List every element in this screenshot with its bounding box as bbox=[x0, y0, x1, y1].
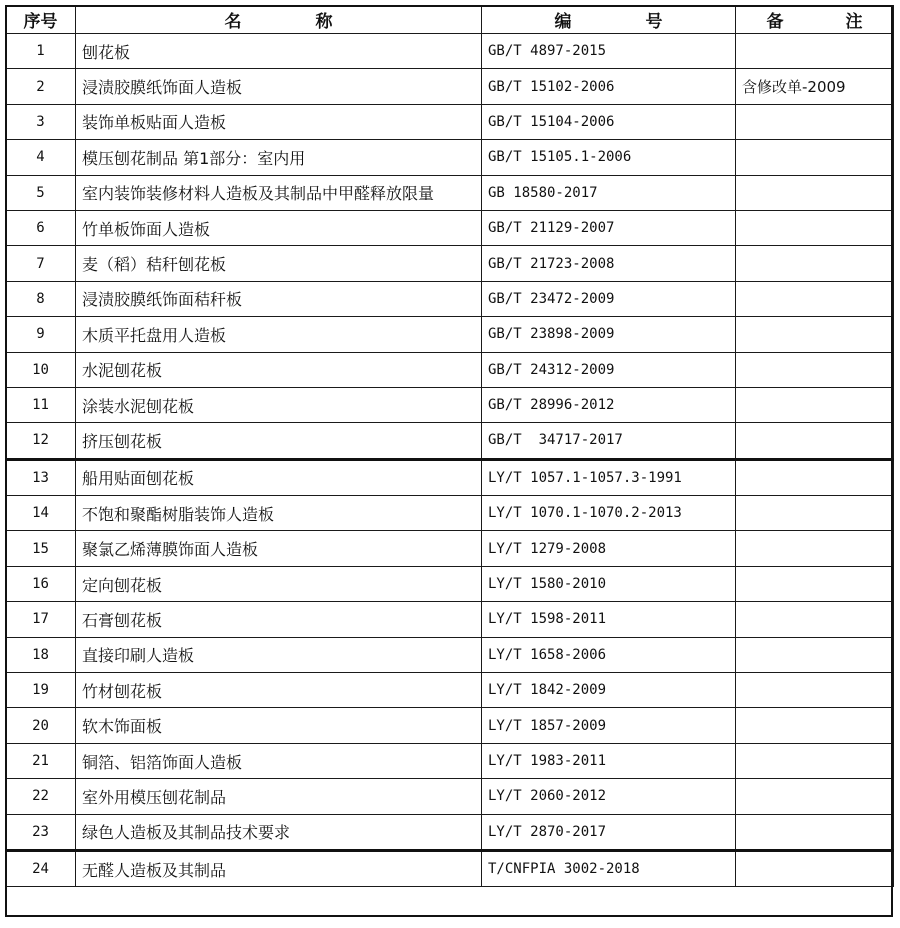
row-name: 木质平托盘用人造板 bbox=[76, 317, 482, 352]
row-name: 挤压刨花板 bbox=[76, 423, 482, 459]
row-code: T/CNFPIA 3002-2018 bbox=[482, 850, 736, 886]
row-note bbox=[736, 34, 894, 69]
table-row bbox=[6, 814, 894, 850]
row-name: 船用贴面刨花板 bbox=[76, 459, 482, 495]
row-code: GB/T 15102-2006 bbox=[482, 69, 736, 104]
row-index: 21 bbox=[6, 743, 76, 778]
row-note bbox=[736, 246, 894, 281]
row-name: 直接印刷人造板 bbox=[76, 637, 482, 672]
table-row bbox=[6, 531, 894, 566]
standards-table-container bbox=[5, 5, 893, 887]
row-index: 18 bbox=[6, 637, 76, 672]
row-code: LY/T 1580-2010 bbox=[482, 566, 736, 601]
row-index: 24 bbox=[6, 850, 76, 886]
row-name: 不饱和聚酯树脂装饰人造板 bbox=[76, 496, 482, 531]
row-note bbox=[736, 814, 894, 850]
row-note bbox=[736, 317, 894, 352]
table-row bbox=[6, 708, 894, 743]
row-code: GB/T 4897-2015 bbox=[482, 34, 736, 69]
row-name: 定向刨花板 bbox=[76, 566, 482, 601]
row-note bbox=[736, 210, 894, 245]
row-name: 竹单板饰面人造板 bbox=[76, 210, 482, 245]
table-row bbox=[6, 140, 894, 175]
row-name: 水泥刨花板 bbox=[76, 352, 482, 387]
row-index: 6 bbox=[6, 210, 76, 245]
row-note bbox=[736, 850, 894, 886]
row-note bbox=[736, 743, 894, 778]
table-row bbox=[6, 317, 894, 352]
table-row bbox=[6, 779, 894, 814]
row-code: GB/T 15104-2006 bbox=[482, 104, 736, 139]
standards-table bbox=[5, 5, 894, 887]
table-row bbox=[6, 743, 894, 778]
row-name: 室内装饰装修材料人造板及其制品中甲醛释放限量 bbox=[76, 175, 482, 210]
row-code: GB 18580-2017 bbox=[482, 175, 736, 210]
table-row bbox=[6, 175, 894, 210]
row-index: 22 bbox=[6, 779, 76, 814]
row-name: 竹材刨花板 bbox=[76, 673, 482, 708]
row-name: 装饰单板贴面人造板 bbox=[76, 104, 482, 139]
row-index: 23 bbox=[6, 814, 76, 850]
row-index: 1 bbox=[6, 34, 76, 69]
row-note bbox=[736, 140, 894, 175]
table-row bbox=[6, 673, 894, 708]
row-index: 19 bbox=[6, 673, 76, 708]
table-row bbox=[6, 496, 894, 531]
row-note bbox=[736, 352, 894, 387]
row-index: 16 bbox=[6, 566, 76, 601]
row-code: GB/T 34717-2017 bbox=[482, 423, 736, 459]
row-index: 17 bbox=[6, 602, 76, 637]
header-index: 序号 bbox=[6, 6, 76, 34]
table-row bbox=[6, 459, 894, 495]
row-index: 20 bbox=[6, 708, 76, 743]
row-index: 5 bbox=[6, 175, 76, 210]
table-row bbox=[6, 387, 894, 422]
row-note bbox=[736, 104, 894, 139]
row-name: 刨花板 bbox=[76, 34, 482, 69]
row-code: GB/T 23898-2009 bbox=[482, 317, 736, 352]
header-note: 备 注 bbox=[736, 6, 894, 34]
row-code: GB/T 24312-2009 bbox=[482, 352, 736, 387]
row-name: 绿色人造板及其制品技术要求 bbox=[76, 814, 482, 850]
row-index: 2 bbox=[6, 69, 76, 104]
row-code: GB/T 23472-2009 bbox=[482, 281, 736, 316]
row-note bbox=[736, 779, 894, 814]
row-code: GB/T 21723-2008 bbox=[482, 246, 736, 281]
row-name: 室外用模压刨花制品 bbox=[76, 779, 482, 814]
header-code: 编 号 bbox=[482, 6, 736, 34]
row-code: LY/T 1857-2009 bbox=[482, 708, 736, 743]
row-index: 7 bbox=[6, 246, 76, 281]
row-name: 浸渍胶膜纸饰面人造板 bbox=[76, 69, 482, 104]
row-code: GB/T 15105.1-2006 bbox=[482, 140, 736, 175]
table-row bbox=[6, 352, 894, 387]
row-index: 13 bbox=[6, 459, 76, 495]
row-note bbox=[736, 637, 894, 672]
row-name: 浸渍胶膜纸饰面秸秆板 bbox=[76, 281, 482, 316]
row-code: LY/T 1057.1-1057.3-1991 bbox=[482, 459, 736, 495]
row-code: LY/T 2870-2017 bbox=[482, 814, 736, 850]
row-code: LY/T 1598-2011 bbox=[482, 602, 736, 637]
row-index: 3 bbox=[6, 104, 76, 139]
row-index: 9 bbox=[6, 317, 76, 352]
table-row bbox=[6, 104, 894, 139]
row-name: 麦（稻）秸秆刨花板 bbox=[76, 246, 482, 281]
row-note bbox=[736, 496, 894, 531]
row-code: GB/T 28996-2012 bbox=[482, 387, 736, 422]
row-note bbox=[736, 459, 894, 495]
row-name: 无醛人造板及其制品 bbox=[76, 850, 482, 886]
table-row bbox=[6, 210, 894, 245]
row-note bbox=[736, 602, 894, 637]
table-header bbox=[6, 6, 894, 34]
table-row bbox=[6, 69, 894, 104]
row-note bbox=[736, 423, 894, 459]
row-index: 10 bbox=[6, 352, 76, 387]
row-name: 模压刨花制品 第1部分：室内用 bbox=[76, 140, 482, 175]
row-name: 涂装水泥刨花板 bbox=[76, 387, 482, 422]
row-note: 含修改单-2009 bbox=[736, 69, 894, 104]
table-row bbox=[6, 281, 894, 316]
row-index: 15 bbox=[6, 531, 76, 566]
row-note bbox=[736, 175, 894, 210]
row-note bbox=[736, 566, 894, 601]
row-index: 11 bbox=[6, 387, 76, 422]
table-row bbox=[6, 602, 894, 637]
row-code: LY/T 1279-2008 bbox=[482, 531, 736, 566]
header-row bbox=[6, 6, 894, 34]
table-row bbox=[6, 850, 894, 886]
row-note bbox=[736, 708, 894, 743]
row-code: LY/T 1070.1-1070.2-2013 bbox=[482, 496, 736, 531]
table-row bbox=[6, 566, 894, 601]
row-name: 聚氯乙烯薄膜饰面人造板 bbox=[76, 531, 482, 566]
table-row bbox=[6, 246, 894, 281]
row-code: LY/T 2060-2012 bbox=[482, 779, 736, 814]
row-code: LY/T 1983-2011 bbox=[482, 743, 736, 778]
row-index: 12 bbox=[6, 423, 76, 459]
table-body bbox=[6, 34, 894, 887]
row-name: 软木饰面板 bbox=[76, 708, 482, 743]
row-index: 4 bbox=[6, 140, 76, 175]
row-name: 铜箔、铝箔饰面人造板 bbox=[76, 743, 482, 778]
row-code: LY/T 1658-2006 bbox=[482, 637, 736, 672]
row-index: 14 bbox=[6, 496, 76, 531]
row-code: GB/T 21129-2007 bbox=[482, 210, 736, 245]
row-note bbox=[736, 673, 894, 708]
row-note bbox=[736, 531, 894, 566]
table-row bbox=[6, 423, 894, 459]
table-row bbox=[6, 637, 894, 672]
row-name: 石膏刨花板 bbox=[76, 602, 482, 637]
row-note bbox=[736, 387, 894, 422]
row-code: LY/T 1842-2009 bbox=[482, 673, 736, 708]
table-row bbox=[6, 34, 894, 69]
row-index: 8 bbox=[6, 281, 76, 316]
row-note bbox=[736, 281, 894, 316]
header-name: 名 称 bbox=[76, 6, 482, 34]
